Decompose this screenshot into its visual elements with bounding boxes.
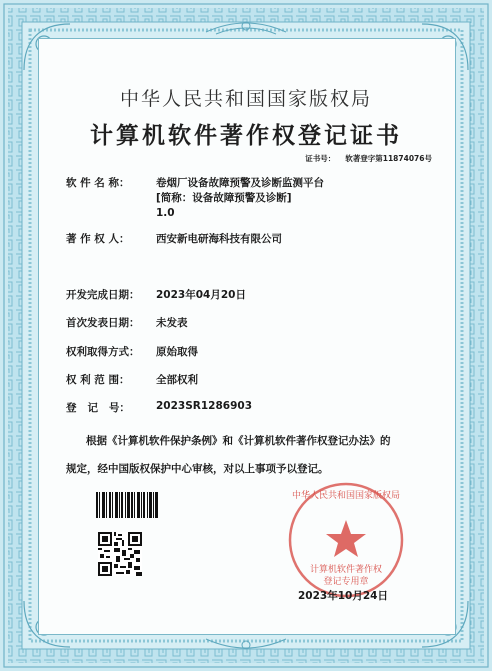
publish-date-row: [66, 315, 188, 330]
publish-date-label: 首次发表日期：: [66, 317, 140, 329]
statement-line-1: 根据《计算机软件保护条例》和《计算机软件著作权登记办法》的: [86, 435, 391, 447]
completion-date-label: 开发完成日期：: [66, 289, 140, 301]
software-name-row: [66, 176, 324, 221]
acquisition-value: 原始取得: [156, 346, 198, 358]
copyright-owner-row: [66, 231, 282, 246]
acquisition-row: [66, 344, 198, 359]
statement-line-2: 规定，经中国版权保护中心审核，对以上事项予以登记。: [66, 463, 329, 475]
registration-number-value: 2023SR1286903: [156, 400, 253, 412]
certificate-number-label: 证书号：: [305, 154, 336, 163]
software-version: 1.0: [156, 207, 175, 219]
seal-line-2: 登记专用章: [323, 577, 369, 587]
scope-label: 权 利 范 围：: [66, 374, 130, 386]
completion-date-row: [66, 287, 246, 302]
software-name-label: 软 件 名 称：: [66, 177, 130, 189]
completion-date-value: 2023年04月20日: [156, 289, 246, 301]
scope-value: 全部权利: [156, 374, 198, 386]
publish-date-value: 未发表: [156, 317, 188, 329]
registration-number-label: 登 记 号：: [66, 402, 130, 414]
certificate-title: 计算机软件著作权登记证书: [90, 123, 402, 149]
seal-line-1: 计算机软件著作权: [309, 565, 382, 575]
certificate-number: [305, 153, 432, 164]
scope-row: [66, 372, 198, 387]
seal-star-icon: [326, 520, 366, 557]
certificate-number-value: 软著登字第11874076号: [345, 154, 432, 163]
copyright-owner-label: 著 作 权 人：: [66, 233, 130, 245]
acquisition-label: 权利取得方式：: [66, 346, 140, 358]
barcode: [96, 492, 158, 518]
qr-code: [98, 532, 142, 576]
issue-date: 2023年10月24日: [298, 590, 388, 602]
issuer-title: 中华人民共和国国家版权局: [119, 88, 372, 110]
copyright-owner-value: 西安新电研海科技有限公司: [156, 233, 282, 245]
software-name-line-2: [简称：设备故障预警及诊断]: [156, 192, 292, 204]
software-name-line-1: 卷烟厂设备故障预警及诊断监测平台: [156, 177, 324, 189]
registration-number-row: [66, 400, 252, 415]
seal-arc-text: 中华人民共和国国家版权局: [291, 491, 400, 501]
